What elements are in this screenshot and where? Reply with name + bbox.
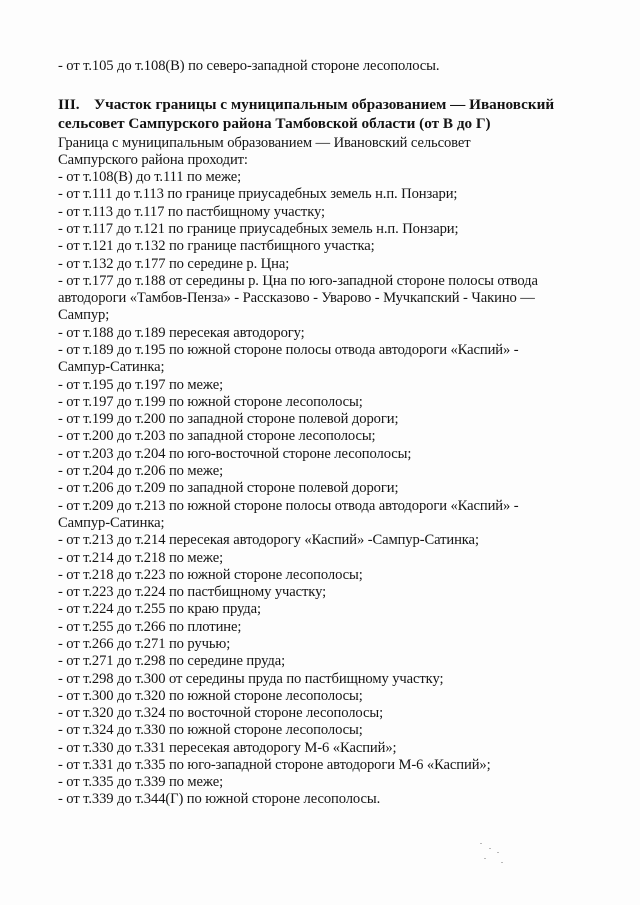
section-number: III. bbox=[58, 96, 80, 113]
route-line: - от т.335 до т.339 по меже; bbox=[58, 774, 224, 790]
route-line: - от т.111 до т.113 по границе приусадебных земель н.п. Понзари; bbox=[58, 186, 458, 202]
route-line: - от т.218 до т.223 по южной стороне лесополосы; bbox=[58, 567, 363, 583]
route-line: - от т.113 до т.117 по пастбищному участку; bbox=[58, 204, 325, 220]
route-line: - от т.199 до т.200 по западной стороне полевой дороги; bbox=[58, 411, 399, 427]
route-line: - от т.298 до т.300 от середины пруда по пастбищному участку; bbox=[58, 671, 444, 687]
route-line: - от т.197 до т.199 по южной стороне лесополосы; bbox=[58, 394, 363, 410]
route-line: - от т.206 до т.209 по западной стороне полевой дороги; bbox=[58, 480, 399, 496]
text-line: Граница с муниципальным образованием — Ивановский сельсовет bbox=[58, 135, 471, 151]
route-line: - от т.271 до т.298 по середине пруда; bbox=[58, 653, 286, 669]
route-line: - от т.121 до т.132 по границе пастбищного участка; bbox=[58, 238, 375, 254]
section-heading-line1 bbox=[58, 95, 554, 114]
route-line: - от т.224 до т.255 по краю пруда; bbox=[58, 601, 261, 617]
section-heading-line2: сельсовет Сампурского района Тамбовской области (от В до Г) bbox=[58, 115, 491, 132]
route-line: - от т.200 до т.203 по западной стороне лесополосы; bbox=[58, 428, 376, 444]
route-line: - от т.209 до т.213 по южной стороне полосы отвода автодороги «Каспий» - bbox=[58, 498, 519, 514]
route-line: - от т.204 до т.206 по меже; bbox=[58, 463, 224, 479]
route-line: - от т.339 до т.344(Г) по южной стороне лесополосы. bbox=[58, 791, 381, 807]
route-line: - от т.108(В) до т.111 по меже; bbox=[58, 169, 242, 185]
top-route-line: - от т.105 до т.108(В) по северо-западной стороне лесополосы. bbox=[58, 58, 440, 74]
route-line: - от т.189 до т.195 по южной стороне полосы отвода автодороги «Каспий» - bbox=[58, 342, 519, 358]
route-line: - от т.132 до т.177 по середине р. Цна; bbox=[58, 256, 290, 272]
route-line: - от т.324 до т.330 по южной стороне лесополосы; bbox=[58, 722, 363, 738]
route-line: - от т.223 до т.224 по пастбищному участку; bbox=[58, 584, 327, 600]
route-line: - от т.266 до т.271 по ручью; bbox=[58, 636, 231, 652]
route-line-continued: Сампур; bbox=[58, 307, 110, 323]
route-line-continued: Сампур-Сатинка; bbox=[58, 515, 165, 531]
route-line: - от т.320 до т.324 по восточной стороне лесополосы; bbox=[58, 705, 384, 721]
route-line: - от т.213 до т.214 пересекая автодорогу «Каспий» -Сампур-Сатинка; bbox=[58, 532, 479, 548]
route-line: - от т.195 до т.197 по меже; bbox=[58, 377, 224, 393]
text-line: Сампурского района проходит: bbox=[58, 152, 248, 168]
route-line: - от т.255 до т.266 по плотине; bbox=[58, 619, 242, 635]
section-heading-text: Участок границы с муниципальным образованием — Ивановский bbox=[94, 96, 555, 113]
route-line-continued: Сампур-Сатинка; bbox=[58, 359, 165, 375]
route-line: - от т.330 до т.331 пересекая автодорогу М-6 «Каспий»; bbox=[58, 740, 397, 756]
route-line: - от т.177 до т.188 от середины р. Цна по юго-западной стороне полосы отвода bbox=[58, 273, 538, 289]
route-line: - от т.331 до т.335 по юго-западной стороне автодороги М-6 «Каспий»; bbox=[58, 757, 491, 773]
route-line-continued: автодороги «Тамбов-Пенза» - Рассказово - Уварово - Мучкапский - Чакино — bbox=[58, 290, 535, 306]
route-line: - от т.188 до т.189 пересекая автодорогу; bbox=[58, 325, 305, 341]
route-line: - от т.117 до т.121 по границе приусадебных земель н.п. Понзари; bbox=[58, 221, 459, 237]
scan-speckles bbox=[478, 840, 506, 866]
route-line: - от т.300 до т.320 по южной стороне лесополосы; bbox=[58, 688, 363, 704]
route-line: - от т.203 до т.204 по юго-восточной стороне лесополосы; bbox=[58, 446, 412, 462]
route-line: - от т.214 до т.218 по меже; bbox=[58, 550, 224, 566]
